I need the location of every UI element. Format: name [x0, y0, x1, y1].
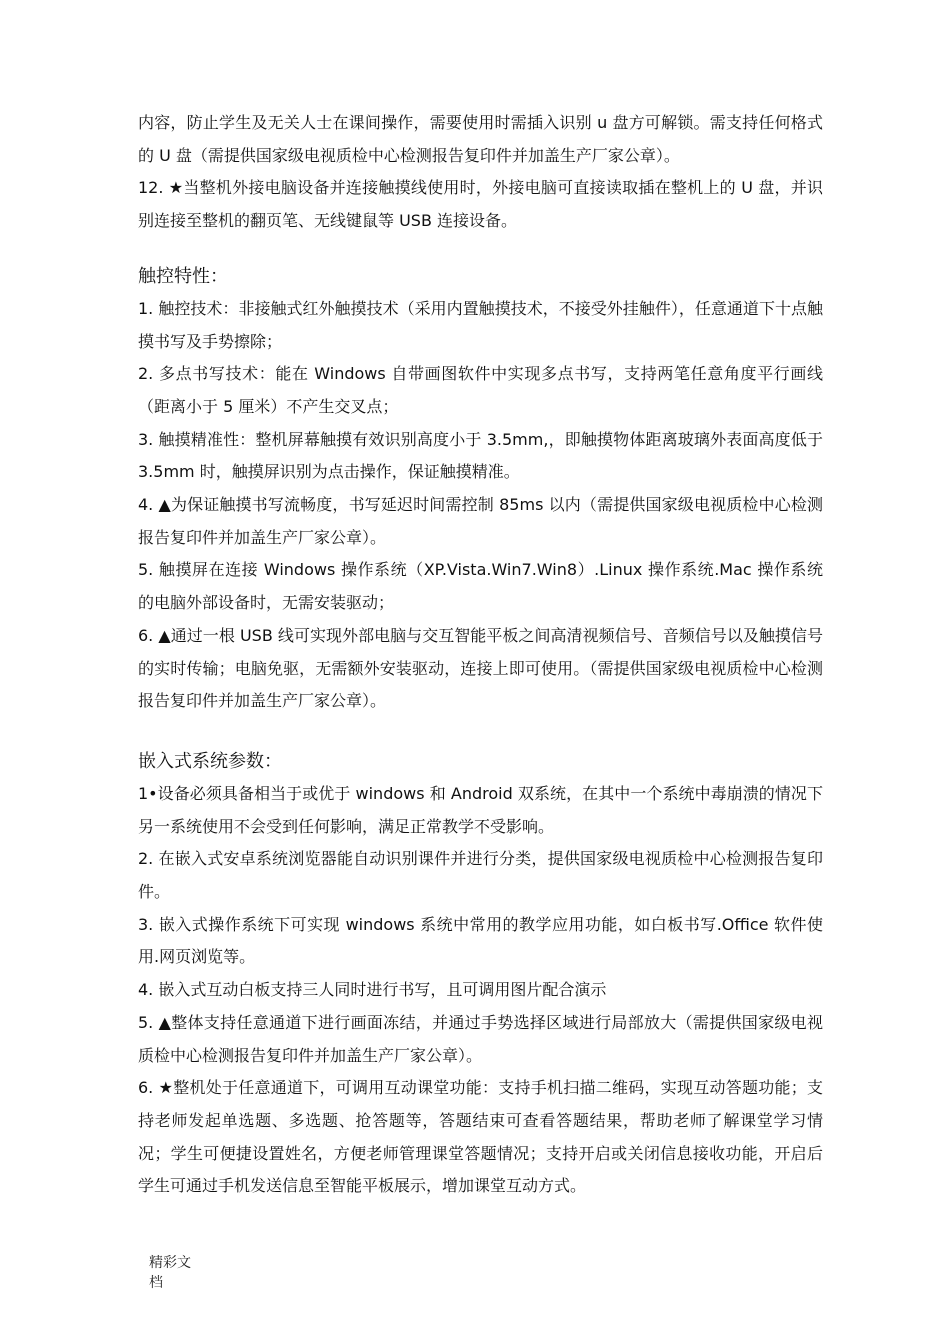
footer-line-1: 精彩文 — [149, 1255, 191, 1271]
embedded-item-1: 1•设备必须具备相当于或优于 windows 和 Android 双系统，在其中一个系统中毒崩溃的情况下另一系统使用不会受到任何影响，满足正常教学不受影响。 — [138, 783, 823, 836]
touch-item-2: 2. 多点书写技术：能在 Windows 自带画图软件中实现多点书写，支持两笔任意角度平行画线（距离小于 5 厘米）不产生交叉点； — [138, 364, 823, 416]
touch-item-1: 1. 触控技术：非接触式红外触摸技术（采用内置触摸技术，不接受外挂触件），任意通道下十点触摸书写及手势擦除； — [138, 298, 823, 351]
touch-item-3: 3. 触摸精准性：整机屏幕触摸有效识别高度小于 3.5mm,，即触摸物体距离玻璃外表面高度低于 3.5mm 时，触摸屏识别为点击操作，保证触摸精准。 — [138, 429, 823, 482]
touch-item-5: 5. 触摸屏在连接 Windows 操作系统（XP.Vista.Win7.Win8）.Linux 操作系统.Mac 操作系统的电脑外部设备时，无需安装驱动； — [138, 560, 823, 613]
touch-item-4: 4. ▲为保证触摸书写流畅度，书写延迟时间需控制 85ms 以内（需提供国家级电视质检中心检测报告复印件并加盖生产厂家公章）。 — [138, 495, 823, 547]
page-footer — [149, 1253, 209, 1293]
footer-line-2: 档 — [149, 1275, 163, 1291]
document-body — [138, 107, 823, 1203]
embedded-item-3: 3. 嵌入式操作系统下可实现 windows 系统中常用的教学应用功能，如白板书写.Office 软件使用.网页浏览等。 — [138, 914, 823, 967]
embedded-item-4: 4. 嵌入式互动白板支持三人同时进行书写，且可调用图片配合演示 — [138, 980, 607, 1000]
paragraph-continuation: 内容，防止学生及无关人士在课间操作，需要使用时需插入识别 u 盘方可解锁。需支持任何格式的 U 盘（需提供国家级电视质检中心检测报告复印件并加盖生产厂家公章）。 — [138, 113, 823, 165]
paragraph-item-12: 12. ★当整机外接电脑设备并连接触摸线使用时，外接电脑可直接读取插在整机上的 U 盘，并识别连接至整机的翻页笔、无线键鼠等 USB 连接设备。 — [138, 178, 823, 231]
section-spacer — [138, 238, 823, 261]
embedded-item-5: 5. ▲整体支持任意通道下进行画面冻结，并通过手势选择区域进行局部放大（需提供国家级电视质检中心检测报告复印件并加盖生产厂家公章）。 — [138, 1012, 823, 1065]
section-heading-touch: 触控特性： — [138, 265, 228, 287]
section-heading-embedded: 嵌入式系统参数： — [138, 750, 282, 772]
embedded-item-6: 6. ★整机处于任意通道下，可调用互动课堂功能：支持手机扫描二维码，实现互动答题功能；支持老师发起单选题、多选题、抢答题等，答题结束可查看答题结果，帮助老师了解课堂学习情况；学生可便捷设置姓名，方便老师管理课堂答题情况；支持开启或关闭信息接收功能，开启后学生可通过手机发送信息至智能平板展示，增加课堂互动方式。 — [138, 1078, 823, 1196]
touch-item-6: 6. ▲通过一根 USB 线可实现外部电脑与交互智能平板之间高清视频信号、音频信号以及触摸信号的实时传输；电脑免驱，无需额外安装驱动，连接上即可使用。（需提供国家级电视质检中心检测报告复印件并加盖生产厂家公章）。 — [138, 625, 823, 711]
embedded-item-2: 2. 在嵌入式安卓系统浏览器能自动识别课件并进行分类，提供国家级电视质检中心检测报告复印件。 — [138, 849, 823, 902]
section-spacer — [138, 718, 823, 746]
